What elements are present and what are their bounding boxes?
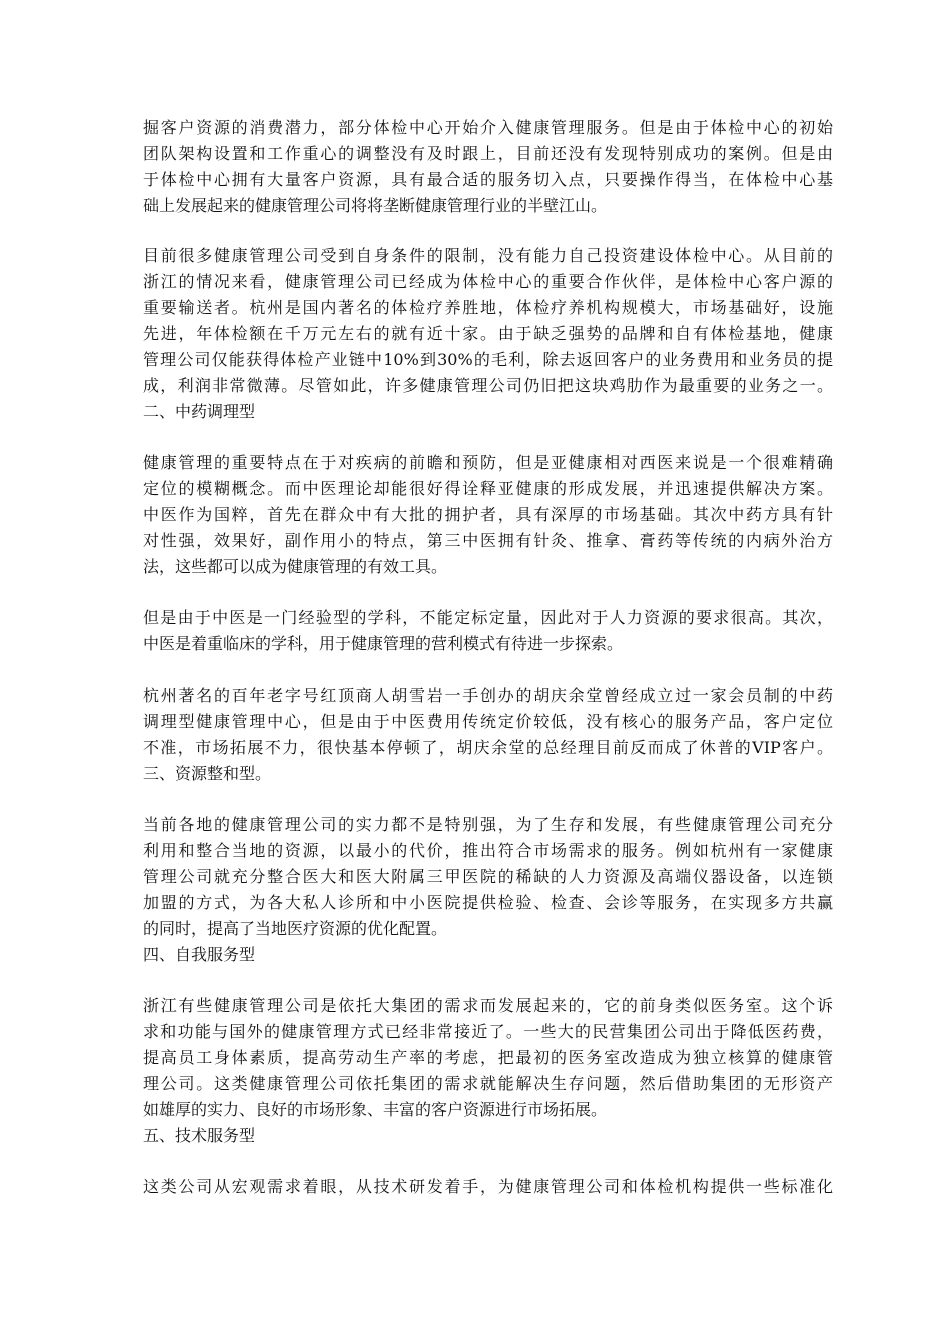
paragraph-2: [143, 243, 833, 425]
text-line: 先进，年体检额在千万元左右的就有近十家。由于缺乏强势的品牌和自有体检基地，健康: [143, 324, 833, 343]
text-line: 管理公司仅能获得体检产业链中10%到30%的毛利，除去返回客户的业务费用和业务员的提: [143, 350, 833, 369]
text-line: 加盟的方式，为各大私人诊所和中小医院提供检验、检查、会诊等服务，在实现多方共赢: [143, 893, 833, 912]
section-heading: 四、自我服务型: [143, 945, 256, 964]
text-line: 成，利润非常微薄。尽管如此，许多健康管理公司仍旧把这块鸡肋作为最重要的业务之一。: [143, 376, 833, 395]
text-line: 不准，市场拓展不力，很快基本停顿了，胡庆余堂的总经理目前反而成了休普的VIP客户。: [143, 738, 833, 757]
paragraph-8: [143, 1174, 833, 1200]
section-heading: 五、技术服务型: [143, 1126, 256, 1145]
text-line: 调理型健康管理中心，但是由于中医费用传统定价较低，没有核心的服务产品，客户定位: [143, 712, 833, 731]
text-line: 杭州著名的百年老字号红顶商人胡雪岩一手创办的胡庆余堂曾经成立过一家会员制的中药: [143, 686, 833, 705]
text-line: 求和功能与国外的健康管理方式已经非常接近了。一些大的民营集团公司出于降低医药费，: [143, 1022, 833, 1041]
text-line: 当前各地的健康管理公司的实力都不是特别强，为了生存和发展，有些健康管理公司充分: [143, 815, 833, 834]
text-line: 的同时，提高了当地医疗资源的优化配置。: [143, 919, 448, 938]
text-line: 掘客户资源的消费潜力，部分体检中心开始介入健康管理服务。但是由于体检中心的初始: [143, 118, 833, 137]
text-line: 提高员工身体素质，提高劳动生产率的考虑，把最初的医务室改造成为独立核算的健康管: [143, 1048, 833, 1067]
paragraph-5: [143, 683, 833, 787]
text-line: 如雄厚的实力、良好的市场形象、丰富的客户资源进行市场拓展。: [143, 1100, 608, 1119]
text-line: 管理公司就充分整合医大和医大附属三甲医院的稀缺的人力资源及高端仪器设备，以连锁: [143, 867, 833, 886]
text-line: 中医作为国粹，首先在群众中有大批的拥护者，具有深厚的市场基础。其次中药方具有针: [143, 505, 833, 524]
text-line: 重要输送者。杭州是国内著名的体检疗养胜地，体检疗养机构规模大，市场基础好，设施: [143, 298, 833, 317]
paragraph-7: [143, 993, 833, 1149]
text-line: 浙江的情况来看，健康管理公司已经成为体检中心的重要合作伙伴，是体检中心客户源的: [143, 272, 833, 291]
text-line: 法，这些都可以成为健康管理的有效工具。: [143, 557, 448, 576]
text-line: 利用和整合当地的资源，以最小的代价，推出符合市场需求的服务。例如杭州有一家健康: [143, 841, 833, 860]
text-line: 对性强，效果好，副作用小的特点，第三中医拥有针灸、推拿、膏药等传统的内病外治方: [143, 531, 833, 550]
section-heading: 二、中药调理型: [143, 402, 256, 421]
text-line: 团队架构设置和工作重心的调整没有及时跟上，目前还没有发现特别成功的案例。但是由: [143, 144, 833, 163]
paragraph-3: [143, 450, 833, 580]
text-line: 理公司。这类健康管理公司依托集团的需求就能解决生存问题，然后借助集团的无形资产: [143, 1074, 833, 1093]
paragraph-4: [143, 605, 833, 657]
text-line: 这类公司从宏观需求着眼，从技术研发着手，为健康管理公司和体检机构提供一些标准化: [143, 1177, 833, 1196]
paragraph-1: [143, 115, 833, 219]
text-line: 目前很多健康管理公司受到自身条件的限制，没有能力自己投资建设体检中心。从目前的: [143, 246, 833, 265]
text-line: 定位的模糊概念。而中医理论却能很好得诠释亚健康的形成发展，并迅速提供解决方案。: [143, 479, 833, 498]
paragraph-6: [143, 812, 833, 968]
text-line: 健康管理的重要特点在于对疾病的前瞻和预防，但是亚健康相对西医来说是一个很难精确: [143, 453, 833, 472]
text-line: 但是由于中医是一门经验型的学科，不能定标定量，因此对于人力资源的要求很高。其次，: [143, 608, 833, 627]
text-line: 础上发展起来的健康管理公司将将垄断健康管理行业的半壁江山。: [143, 196, 608, 215]
section-heading: 三、资源整和型。: [143, 764, 272, 783]
text-line: 于体检中心拥有大量客户资源，具有最合适的服务切入点，只要操作得当，在体检中心基: [143, 170, 833, 189]
text-line: 浙江有些健康管理公司是依托大集团的需求而发展起来的，它的前身类似医务室。这个诉: [143, 996, 833, 1015]
text-line: 中医是着重临床的学科，用于健康管理的营利模式有待进一步探索。: [143, 634, 624, 653]
